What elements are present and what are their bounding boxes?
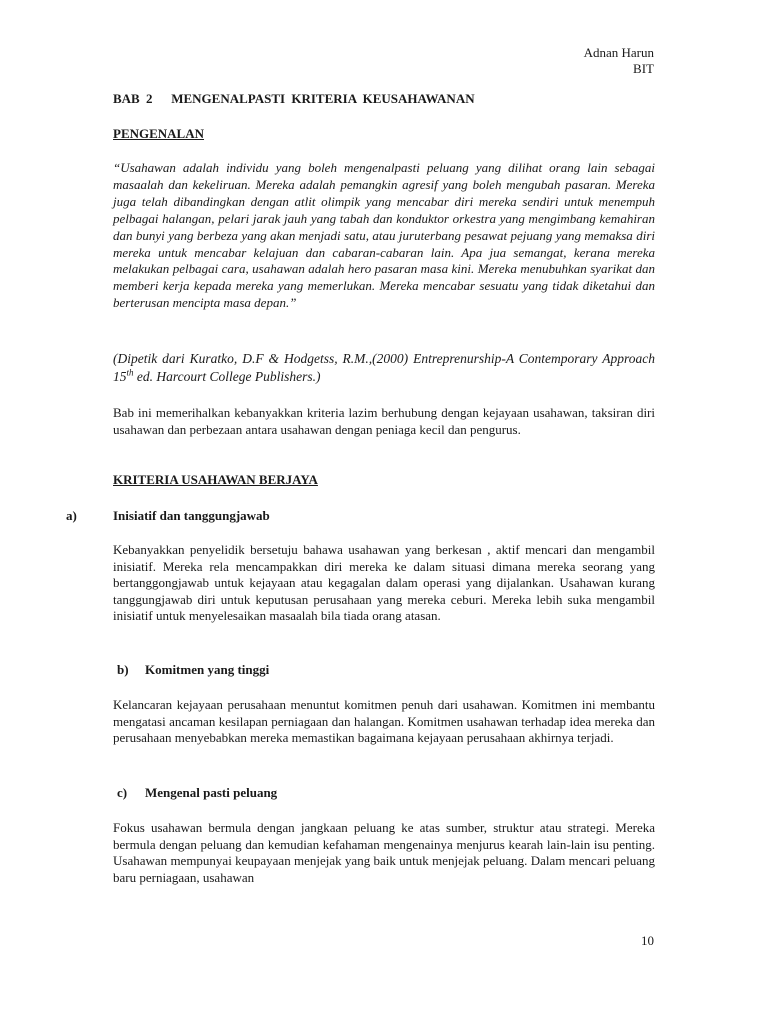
- criteria-heading: KRITERIA USAHAWAN BERJAYA: [113, 472, 318, 487]
- criteria-item-c-text: Fokus usahawan bermula dengan jangkaan peluang ke atas sumber, struktur atau strategi. Mereka bermula dengan peluang dan kemudian kefahaman mengenainya menjurus kearah lain-lain isu penting. Usahawan mempunyai keupayaan menjejak yang baik untuk menjejak peluang. Dalam mencari peluang baru perniagaan, usahawan: [113, 820, 655, 885]
- item-title: Inisiatif dan tanggungjawab: [113, 508, 270, 523]
- item-label: c): [117, 785, 128, 800]
- citation-text: (Dipetik dari Kuratko, D.F & Hodgetss, R.M.,(2000) Entreprenurship-A Contemporary Approach 15: [113, 351, 655, 384]
- page-number: 10: [641, 933, 654, 948]
- quote-citation: [113, 350, 655, 385]
- item-title: Komitmen yang tinggi: [145, 662, 270, 677]
- author-affiliation: BIT: [633, 61, 654, 76]
- criteria-item-a-text: Kebanyakkan penyelidik bersetuju bahawa usahawan yang berkesan , aktif mencari dan mengambil inisiatif. Mereka rela mencampakkan diri mereka ke dalam situasi dimana mereka seorang yang bertanggongjawab untuk kejayaan atau kegagalan dalam operasi yang dijalankan. Usahawan kurang tanggungjawab diri untuk keputusan perusahaan yang mereka ceburi. Mereka lebih suka mengambil inisiatif untuk menyelesaikan masaalah bila tiada orang atasan.: [113, 542, 655, 624]
- citation-superscript: th: [126, 367, 134, 377]
- intro-quote: “Usahawan adalah individu yang boleh mengenalpasti peluang yang dilihat orang lain sebagai masaalah dan kekeliruan. Mereka adalah pemangkin agresif yang boleh mengubah pasaran. Mereka juga telah dibandingkan dengan atlit olimpik yang mencabar diri mereka sendiri untuk menempuh pelbagai halangan, pelari jarak jauh yang tabah dan konduktor orkestra yang mengimbang kemahiran dan bunyi yang berbeza yang akan menjadi satu, atau juruterbang pesawat pejuang yang memaksa diri mereka untuk mencabar kelajuan dan cabaran-cabaran lain. Apa jua semangat, kerana mereka melakukan pelbagai cara, usahawan adalah hero pasaran masa kini. Mereka menubuhkan syarikat dan memberi kerja kepada mereka yang memerlukan. Mereka mencabar sesuatu yang tidak diketahui dan berterusan mencipta masa depan.”: [113, 160, 655, 311]
- criteria-item-c-heading: [113, 785, 659, 801]
- citation-text-end: ed. Harcourt College Publishers.): [133, 368, 321, 384]
- chapter-title: BAB 2 MENGENALPASTI KRITERIA KEUSAHAWANAN: [113, 91, 475, 106]
- author-block: [584, 45, 654, 77]
- item-title: Mengenal pasti peluang: [145, 785, 278, 800]
- item-label: b): [117, 662, 129, 677]
- author-name: Adnan Harun: [583, 45, 654, 60]
- intro-heading: PENGENALAN: [113, 126, 205, 141]
- intro-paragraph: Bab ini memerihalkan kebanyakkan kriteria lazim berhubung dengan kejayaan usahawan, taksiran diri usahawan dan perbezaan antara usahawan dengan peniaga kecil dan pengurus.: [113, 405, 655, 437]
- criteria-item-b-text: Kelancaran kejayaan perusahaan menuntut komitmen penuh dari usahawan. Komitmen ini membantu mengatasi ancaman kesilapan perniagaan dan halangan. Komitmen usahawan terhadap idea mereka dan perusahaan menyebabkan mereka memastikan bagaimana kejayaan perusahaan akhirnya terjadi.: [113, 697, 655, 746]
- criteria-item-a-heading: [66, 508, 270, 524]
- criteria-item-b-heading: [113, 662, 659, 678]
- item-label: a): [66, 508, 77, 523]
